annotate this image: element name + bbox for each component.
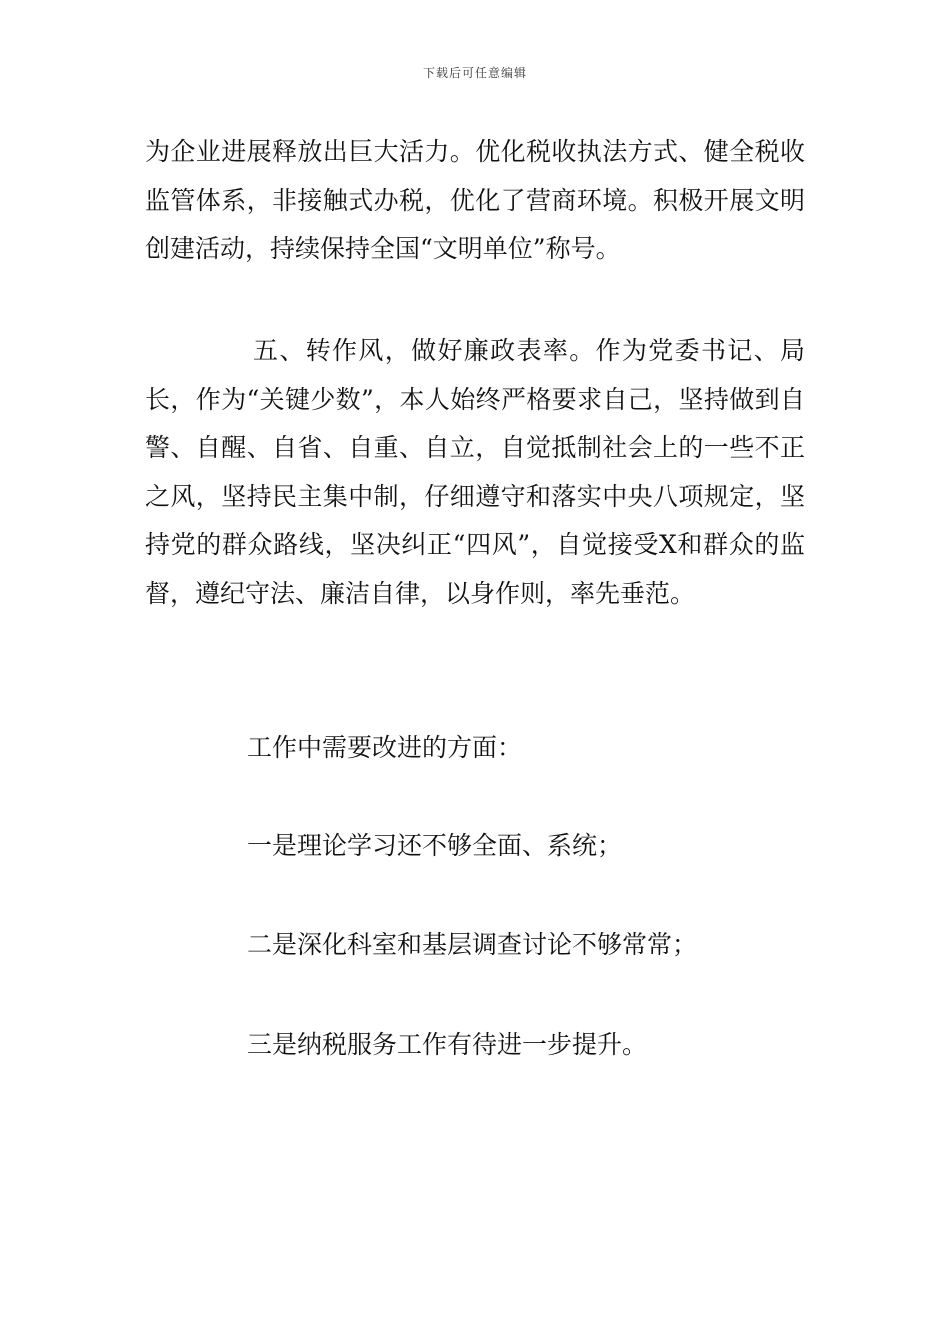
page-header: 下载后可任意编辑: [422, 66, 527, 80]
body-paragraph-1: 为企业进展释放出巨大活力。优化税收执法方式、健全税收监管体系，非接触式办税，优化了营商环境。积极开展文明创建活动，持续保持全国“文明单位”称号。: [145, 137, 805, 263]
section-title: 工作中需要改进的方面：: [247, 733, 523, 762]
improvement-item-3: 三是纳税服务工作有待进一步提升。: [247, 1030, 648, 1059]
body-paragraph-2: 五、转作风，做好廉政表率。作为党委书记、局长，作为“关键少数”，本人始终严格要求自己，坚持做到自警、自醒、自省、自重、自立，自觉抵制社会上的一些不正之风，坚持民主集中制，仔细遵守和落实中央八项规定，坚持党的群众路线，坚决纠正“四风”，自觉接受X和群众的监督，遵纪守法、廉洁自律，以身作则，率先垂范。: [145, 336, 805, 608]
improvement-item-1: 一是理论学习还不够全面、系统；: [247, 831, 623, 860]
improvement-item-2: 二是深化科室和基层调查讨论不够常常；: [247, 930, 698, 959]
